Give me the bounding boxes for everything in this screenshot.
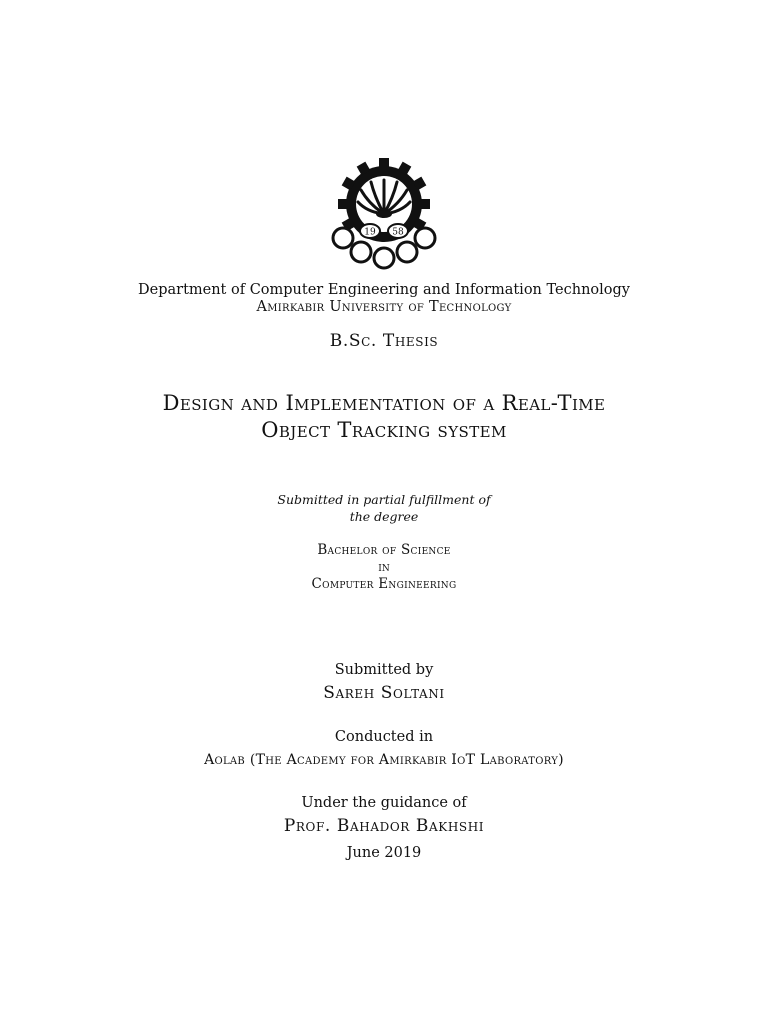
- lab-name: Aolab (The Academy for Amirkabir IoT Laboratory): [204, 752, 564, 768]
- seal-year-left: 19: [364, 227, 376, 238]
- lab-label: Conducted in: [334, 729, 434, 745]
- author-label: Submitted by: [334, 662, 434, 678]
- submission-date: June 2019: [346, 845, 422, 861]
- degree-field: Computer Engineering: [311, 576, 457, 592]
- advisor-name: Prof. Bahador Bakhshi: [283, 816, 485, 836]
- degree-name: Bachelor of Science: [317, 542, 451, 558]
- degree-connector: in: [378, 559, 390, 575]
- thesis-title-line-1: Design and Implementation of a Real-Time: [162, 391, 606, 415]
- submission-statement-line-1: Submitted in partial fulfillment of: [277, 492, 491, 507]
- university-seal-logo: [325, 158, 443, 272]
- advisor-label: Under the guidance of: [301, 795, 467, 811]
- author-name: Sareh Soltani: [323, 683, 445, 703]
- department-name: Department of Computer Engineering and Information Technology: [138, 282, 630, 298]
- university-name: Amirkabir University of Technology: [256, 299, 512, 315]
- thesis-title-line-2: Object Tracking system: [261, 418, 507, 442]
- document-type: B.Sc. Thesis: [329, 331, 439, 351]
- submission-statement-line-2: the degree: [349, 509, 419, 524]
- seal-year-right: 58: [392, 227, 404, 238]
